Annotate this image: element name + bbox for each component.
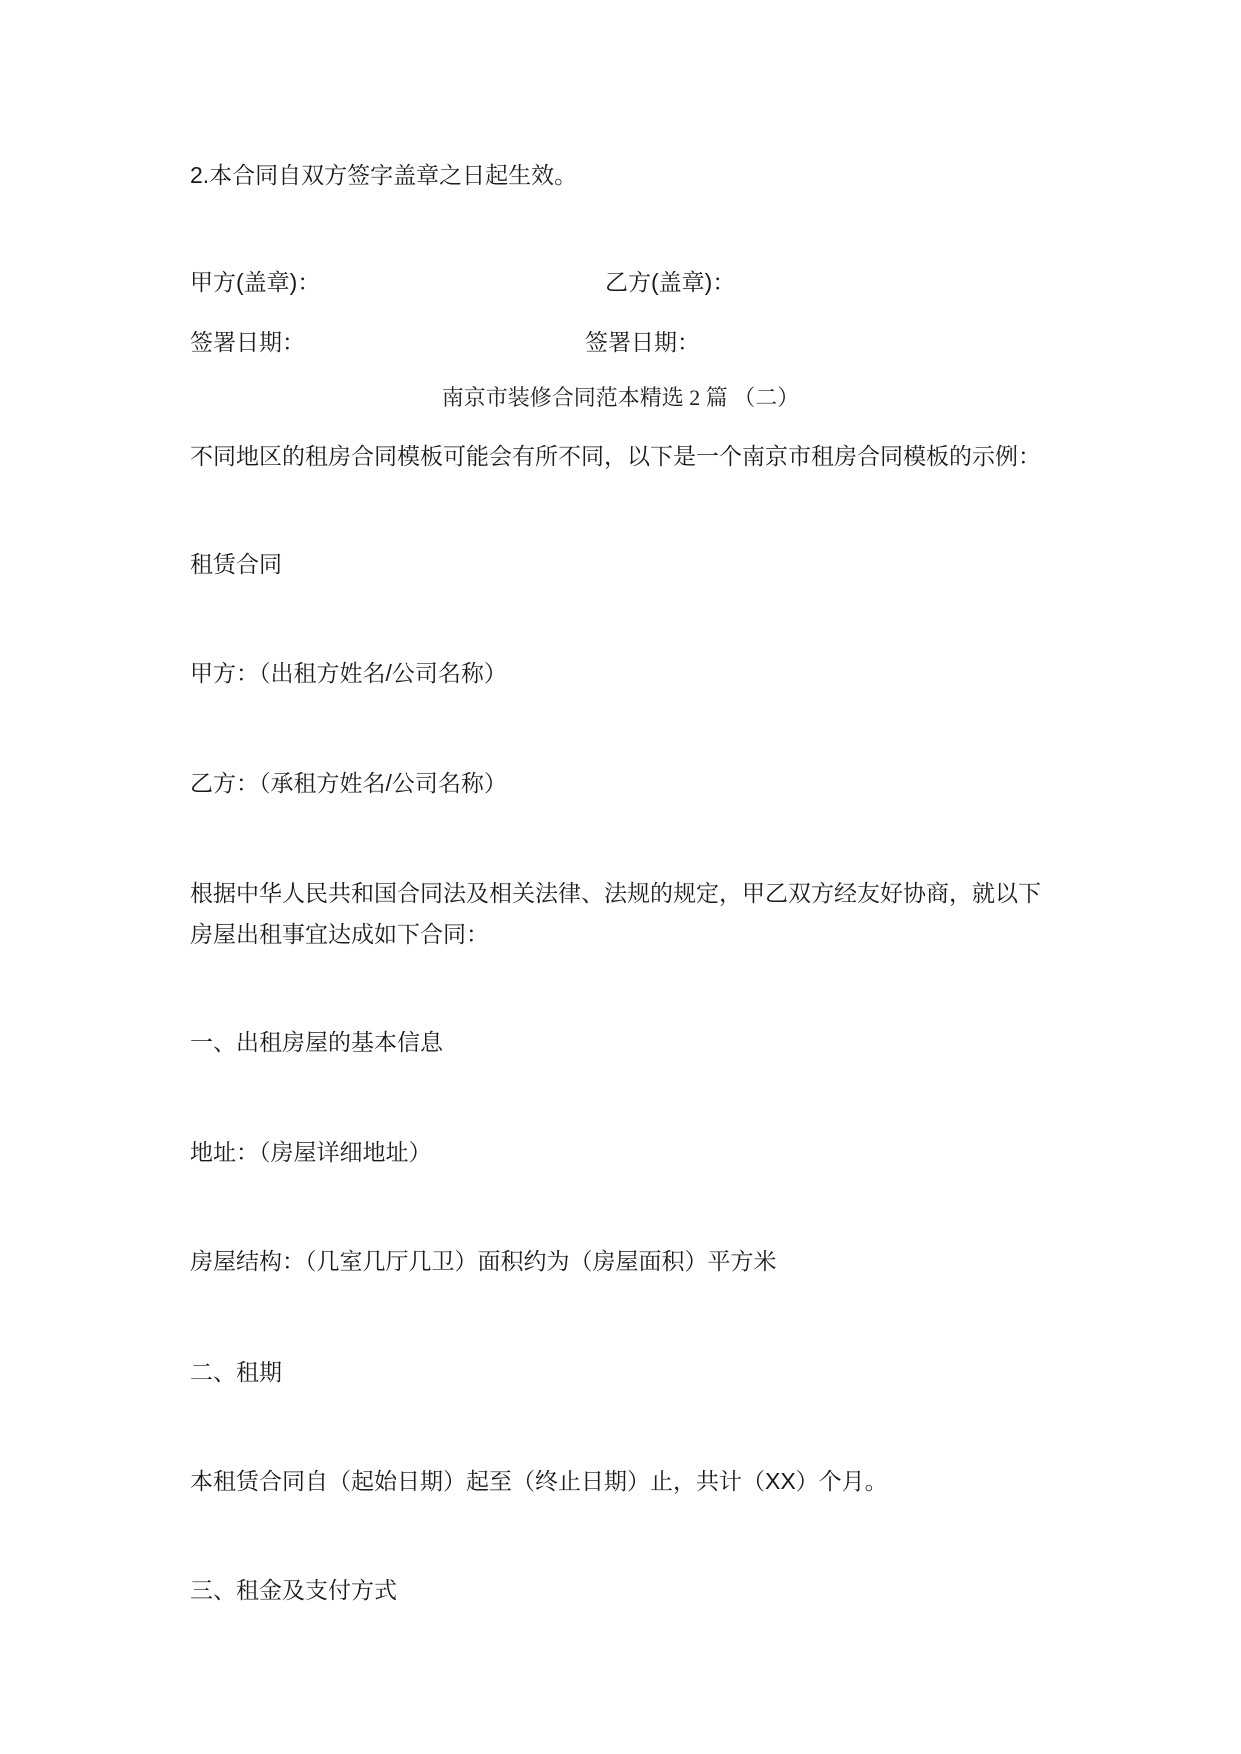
preamble-line: 根据中华人民共和国合同法及相关法律、法规的规定，甲乙双方经友好协商，就以下 (190, 880, 1041, 906)
party-a-line: 甲方：（出租方姓名/公司名称） (190, 660, 507, 686)
address-line: 地址：（房屋详细地址） (190, 1139, 432, 1165)
party-a-sign-date-label: 签署日期： (190, 329, 305, 355)
structure-line: 房屋结构：（几室几厅几卫）面积约为（房屋面积）平方米 (190, 1248, 777, 1274)
lease-term-line: 本租赁合同自（起始日期）起至（终止日期）止，共计（XX）个月。 (190, 1468, 888, 1494)
party-a-seal-label: 甲方(盖章)： (190, 269, 321, 295)
preamble-line: 房屋出租事宜达成如下合同： (190, 921, 489, 947)
section-3-heading: 三、租金及支付方式 (190, 1577, 397, 1603)
section-1-heading: 一、出租房屋的基本信息 (190, 1029, 443, 1055)
section-title: 南京市装修合同范本精选 2 篇 （二） (441, 385, 800, 410)
party-b-sign-date-label: 签署日期： (585, 329, 700, 355)
party-b-seal-label: 乙方(盖章)： (605, 269, 736, 295)
preamble-paragraph (190, 873, 1041, 955)
clause-effective-date: 2.本合同自双方签字盖章之日起生效。 (190, 162, 578, 188)
party-b-line: 乙方：（承租方姓名/公司名称） (190, 770, 507, 796)
intro-text: 不同地区的租房合同模板可能会有所不同，以下是一个南京市租房合同模板的示例： (190, 443, 1041, 469)
contract-title: 租赁合同 (190, 551, 282, 577)
section-2-heading: 二、租期 (190, 1359, 282, 1385)
